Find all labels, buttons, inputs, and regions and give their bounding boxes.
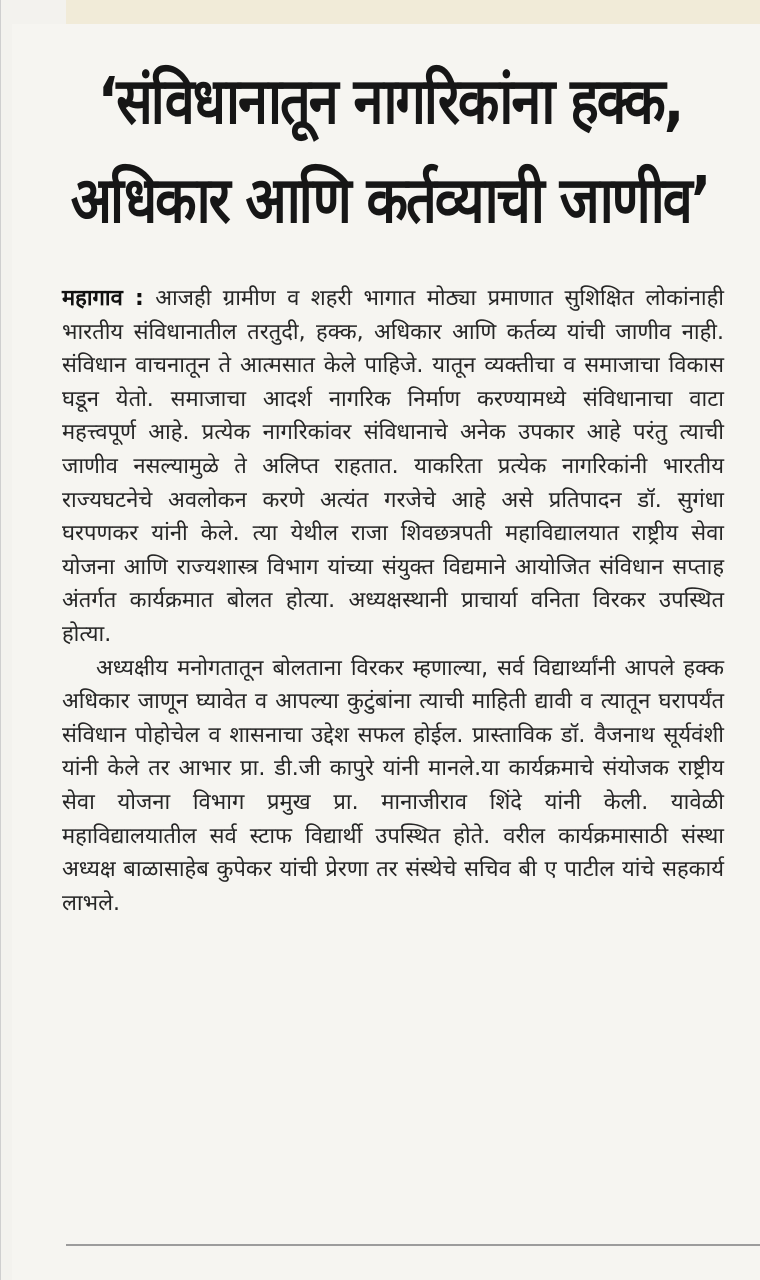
article-paragraph-2 <box>62 652 724 921</box>
article-paragraph-1 <box>62 282 724 652</box>
headline-line-1: ‘संविधानातून नागरिकांना हक्क, <box>97 63 683 139</box>
top-clipping-strip <box>66 0 760 25</box>
dateline: महागाव : <box>62 286 144 311</box>
headline-line-2: अधिकार आणि कर्तव्याची जाणीव’ <box>70 162 710 238</box>
left-edge-rule <box>0 0 1 1280</box>
paragraph-2-text: अध्यक्षीय मनोगतातून बोलताना विरकर म्हणाल्या, सर्व विद्यार्थ्यांनी आपले हक्क अधिकार जाणून घ्यावेत व आपल्या कुटुंबांना त्याची माहिती द्यावी व त्यातून घरापर्यंत संविधान पोहोचेल व शासनाचा उद्देश सफल होईल. प्रास्ताविक डॉ. वैजनाथ सूर्यवंशी यांनी केले तर आभार प्रा. डी.जी कापुरे यांनी मानले.या कार्यक्रमाचे संयोजक राष्ट्रीय सेवा योजना विभाग प्रमुख प्रा. मानाजीराव शिंदे यांनी केली. यावेळी महाविद्यालयातील सर्व स्टाफ विद्यार्थी उपस्थित होते. वरील कार्यक्रमासाठी संस्था अध्यक्ष बाळासाहेब कुपेकर यांची प्रेरणा तर संस्थेचे सचिव बी ए पाटील यांचे सहकार्य लाभले. <box>62 655 724 916</box>
article-headline <box>40 52 740 250</box>
article-body <box>62 282 724 920</box>
paragraph-1-text: आजही ग्रामीण व शहरी भागात मोठ्या प्रमाणात सुशिक्षित लोकांनाही भारतीय संविधानातील तरतुदी, हक्क, अधिकार आणि कर्तव्य यांची जाणीव नाही. संविधान वाचनातून ते आत्मसात केले पाहिजे. यातून व्यक्तीचा व समाजाचा विकास घडून येतो. समाजाचा आदर्श नागरिक निर्माण करण्यामध्ये संविधानाचा वाटा महत्त्वपूर्ण आहे. प्रत्येक नागरिकांवर संविधानाचे अनेक उपकार आहे परंतु त्याची जाणीव नसल्यामुळे ते अलिप्त राहतात. याकरिता प्रत्येक नागरिकांनी भारतीय राज्यघटनेचे अवलोकन करणे अत्यंत गरजेचे आहे असे प्रतिपादन डॉ. सुगंधा घरपणकर यांनी केले. त्या येथील राजा शिवछत्रपती महाविद्यालयात राष्ट्रीय सेवा योजना आणि राज्यशास्त्र विभाग यांच्या संयुक्त विद्यमाने आयोजित संविधान सप्ताह अंतर्गत कार्यक्रमात बोलत होत्या. अध्यक्षस्थानी प्राचार्या वनिता विरकर उपस्थित होत्या. <box>62 286 724 647</box>
bottom-rule <box>66 1244 760 1246</box>
